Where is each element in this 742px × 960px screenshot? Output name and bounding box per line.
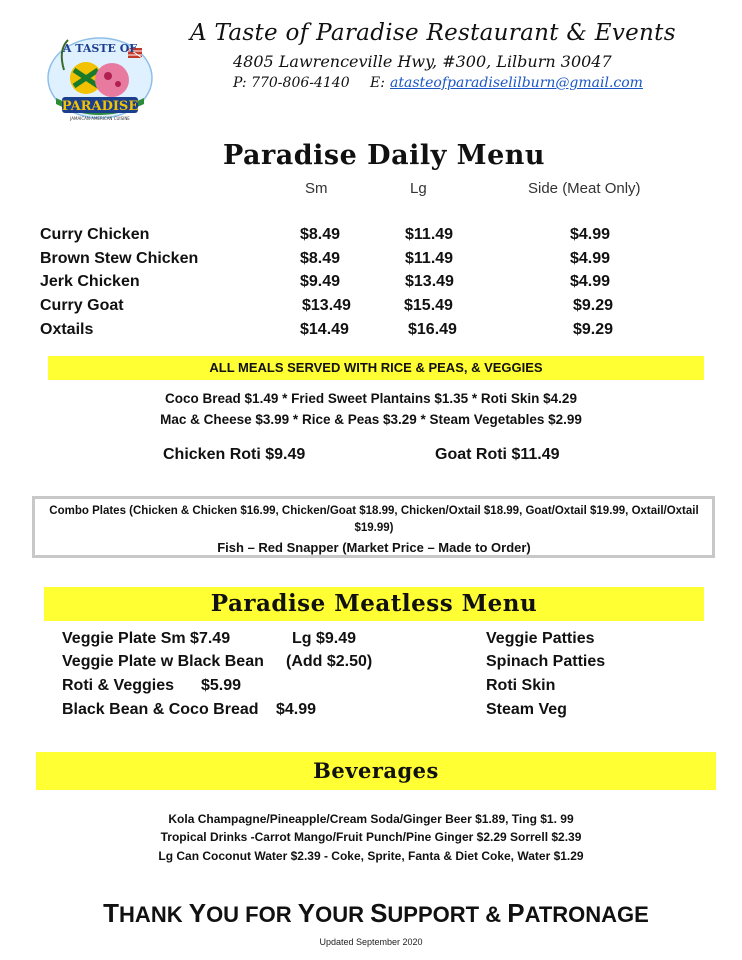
meatless-item-right: Steam Veg [486, 701, 567, 718]
combo-plates: Combo Plates (Chicken & Chicken $16.99, Chicken/Goat $18.99, Chicken/Oxtail $18.99, Goat/Oxtail $19.99, Oxtail/Oxtail $19.99) [49, 505, 699, 534]
fish-item: Fish – Red Snapper (Market Price – Made to Order) [217, 540, 531, 555]
price-side: $9.29 [573, 321, 614, 338]
menu-row [0, 226, 742, 250]
beverages-line-1: Kola Champagne/Pineapple/Cream Soda/Ginger Beer $1.89, Ting $1. 99 [168, 812, 574, 826]
logo-text-top: A TASTE OF [62, 42, 138, 55]
email-link[interactable]: atasteofparadiselilburn@gmail.com [390, 75, 643, 91]
price-lg: $11.49 [405, 250, 454, 267]
goat-roti: Goat Roti $11.49 [435, 446, 560, 463]
black-bean-coco-bread: Black Bean & Coco Bread [62, 701, 259, 718]
meatless-item-right: Veggie Patties [486, 630, 595, 647]
logo-tagline: JAMAICAN-AMERICAN CUISINE [70, 116, 130, 121]
beverages-title: Beverages [313, 758, 439, 783]
meatless-item-right: Roti Skin [486, 677, 556, 694]
restaurant-name: A Taste of Paradise Restaurant & Events [190, 20, 676, 46]
item-name: Oxtails [40, 321, 94, 338]
column-header-sm: Sm [305, 180, 328, 197]
restaurant-phone: P: 770-806-4140 [233, 75, 350, 91]
item-name: Curry Chicken [40, 226, 150, 243]
email-label: E: [370, 75, 385, 91]
menu-row [0, 297, 742, 321]
menu-row [0, 250, 742, 274]
price-lg: $16.49 [408, 321, 457, 338]
daily-menu-title: Paradise Daily Menu [222, 140, 546, 171]
price-side: $4.99 [570, 226, 611, 243]
price-sm: $13.49 [302, 297, 351, 314]
item-name: Brown Stew Chicken [40, 250, 199, 267]
veggie-plate-black-bean-price: (Add $2.50) [286, 653, 373, 670]
veggie-plate-lg: Lg $9.49 [292, 630, 357, 647]
roti-veggies-price: $5.99 [201, 677, 242, 694]
beverages-line-2: Tropical Drinks -Carrot Mango/Fruit Punch/Pine Ginger $2.29 Sorrell $2.39 [160, 830, 582, 844]
item-name: Curry Goat [40, 297, 124, 314]
price-sm: $8.49 [300, 250, 341, 267]
price-side: $9.29 [573, 297, 614, 314]
veggie-plate-black-bean: Veggie Plate w Black Bean [62, 653, 264, 670]
item-name: Jerk Chicken [40, 273, 140, 290]
price-lg: $11.49 [405, 226, 454, 243]
thank-you-message: THANK YOU FOR YOUR SUPPORT & PATRONAGE [103, 898, 649, 928]
restaurant-logo [44, 30, 156, 122]
sides-line-1: Coco Bread $1.49 * Fried Sweet Plantains $1.35 * Roti Skin $4.29 [165, 391, 577, 406]
price-lg: $15.49 [404, 297, 453, 314]
veggie-plate: Veggie Plate Sm $7.49 [62, 630, 231, 647]
sides-line-2: Mac & Cheese $3.99 * Rice & Peas $3.29 * Steam Vegetables $2.99 [160, 412, 582, 427]
meatless-item-right: Spinach Patties [486, 653, 606, 670]
restaurant-address: 4805 Lawrenceville Hwy, #300, Lilburn 30047 [233, 52, 612, 71]
logo-text-bottom: PARADISE [61, 99, 139, 114]
price-sm: $14.49 [300, 321, 349, 338]
beverages-line-3: Lg Can Coconut Water $2.39 - Coke, Sprite, Fanta & Diet Coke, Water $1.29 [158, 849, 584, 863]
price-side: $4.99 [570, 273, 611, 290]
column-header-lg: Lg [410, 180, 427, 197]
meatless-menu-title: Paradise Meatless Menu [210, 590, 538, 617]
roti-veggies: Roti & Veggies [62, 677, 175, 694]
updated-date: Updated September 2020 [319, 937, 423, 947]
price-sm: $9.49 [300, 273, 341, 290]
price-sm: $8.49 [300, 226, 341, 243]
price-lg: $13.49 [405, 273, 454, 290]
menu-row [0, 273, 742, 297]
black-bean-coco-bread-price: $4.99 [276, 701, 317, 718]
served-with-note: ALL MEALS SERVED WITH RICE & PEAS, & VEGGIES [209, 360, 543, 375]
menu-row [0, 321, 742, 345]
column-header-side: Side (Meat Only) [528, 180, 641, 197]
chicken-roti: Chicken Roti $9.49 [163, 446, 306, 463]
price-side: $4.99 [570, 250, 611, 267]
